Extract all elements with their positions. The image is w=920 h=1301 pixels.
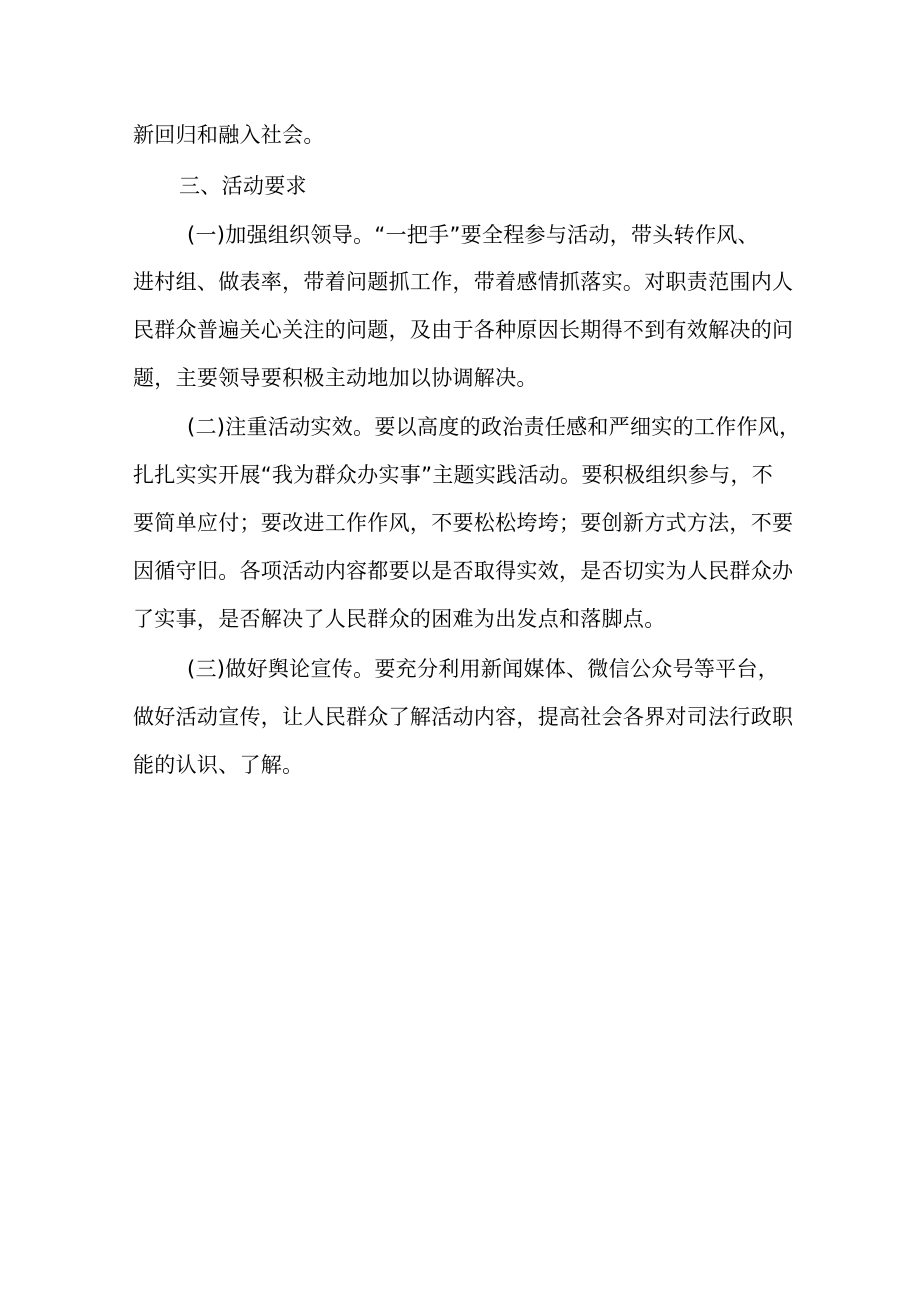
paragraph-line: 题，主要领导要积极主动地加以协调解决。 [133,366,538,390]
paragraph-line: 进村组、做表率，带着问题抓工作，带着感情抓落实。对职责范围内人 [133,270,794,294]
paragraph-line: 新回归和融入社会。 [133,123,325,147]
paragraph-line: 做好活动宣传，让人民群众了解活动内容，提高社会各界对司法行政职 [133,705,794,729]
paragraph-line: 民群众普遍关心关注的问题，及由于各种原因长期得不到有效解决的问 [133,318,794,342]
paragraph-line: 能的认识、了解。 [133,753,304,777]
paragraph-line: (一)加强组织领导。“一把手”要全程参与活动，带头转作风、 [187,223,759,247]
section-heading: 三、活动要求 [179,174,307,198]
paragraph-line: 因循守旧。各项活动内容都要以是否取得实效，是否切实为人民群众办 [133,559,794,583]
paragraph-line: 扎扎实实开展“我为群众办实事”主题实践活动。要积极组织参与，不 [133,463,774,487]
paragraph-line: (三)做好舆论宣传。要充分利用新闻媒体、微信公众号等平台， [187,657,780,681]
paragraph-line: (二)注重活动实效。要以高度的政治责任感和严细实的工作作风， [187,415,801,439]
paragraph-line: 要简单应付；要改进工作作风，不要松松垮垮；要创新方式方法，不要 [133,511,794,535]
paragraph-line: 了实事，是否解决了人民群众的困难为出发点和落脚点。 [133,607,666,631]
